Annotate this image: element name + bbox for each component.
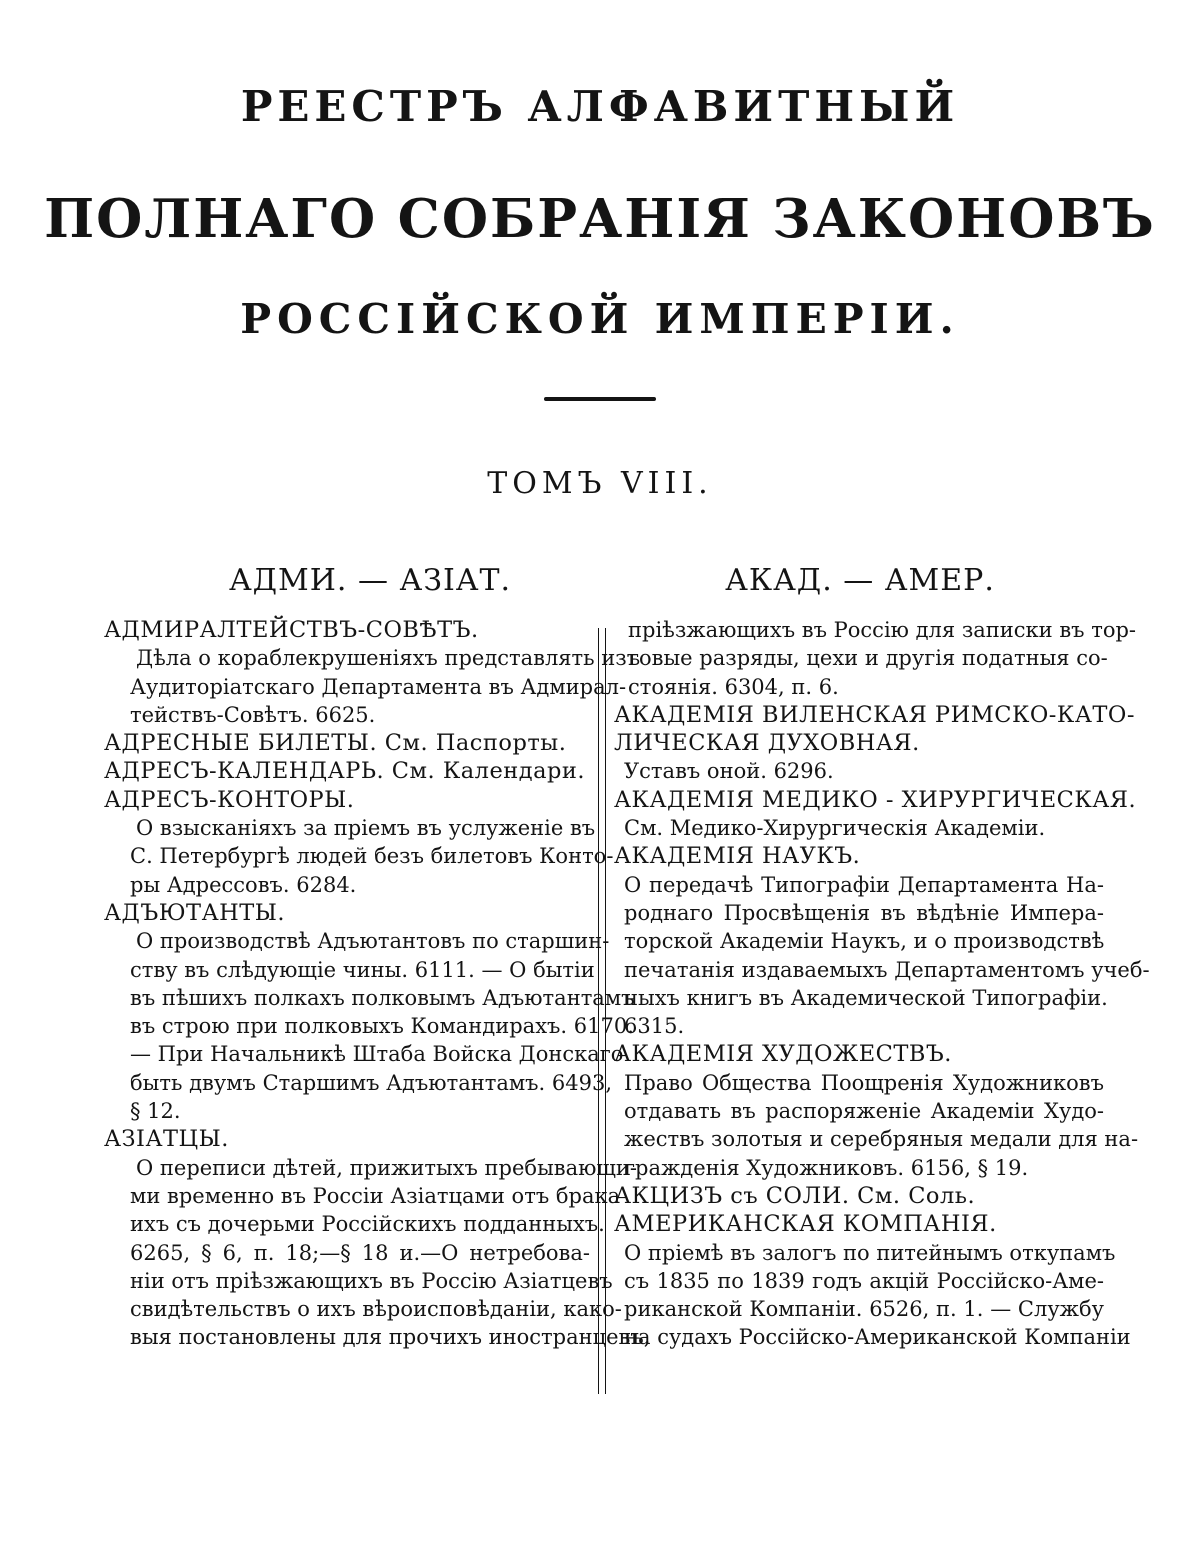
entry-text-line: Аудиторіатскаго Департамента въ Адмирал- <box>130 674 627 699</box>
entry-text-line: на судахъ Россійско-Американской Компаніи <box>624 1325 1131 1350</box>
left-column <box>104 616 651 1352</box>
entry-text-line: пріѣзжающихъ въ Россію для записки въ тор- <box>628 618 1136 642</box>
entry-text-line: О взысканіяхъ за пріемъ въ услуженіе въ <box>136 816 596 841</box>
entry-text-line: выя постановлены для прочихъ иностранцевъ, <box>130 1325 651 1350</box>
entry-text-line: Уставъ оной. 6296. <box>624 759 834 784</box>
title-rule <box>544 397 656 401</box>
entry-headword: АКЦИЗЪ съ СОЛИ. См. Соль. <box>614 1182 976 1209</box>
entry-text-line: 6265, § 6, п. 18;—§ 18 и.—О нетребова- <box>130 1240 590 1265</box>
entry-text-line: риканской Компаніи. 6526, п. 1. — Службу <box>624 1297 1104 1322</box>
entry-text-line: С. Петербургѣ людей безъ билетовъ Конто- <box>130 844 614 869</box>
entry-text-line: О пріемѣ въ залогъ по питейнымъ откупамъ <box>624 1240 1116 1265</box>
entry-text-line: свидѣтельствъ о ихъ вѣроисповѣданіи, како- <box>130 1297 622 1322</box>
collection-title: ПОЛНАГО СОБРАНІЯ ЗАКОНОВЪ <box>44 188 1156 250</box>
entry-text-line: — При Начальникѣ Штаба Войска Донскаго <box>130 1042 624 1067</box>
entry-headword: АМЕРИКАНСКАЯ КОМПАНІЯ. <box>614 1211 997 1238</box>
column-divider <box>598 628 606 1394</box>
entry-text-line: ихъ съ дочерьми Россійскихъ подданныхъ. <box>130 1212 605 1237</box>
entry-text-line: печатанія издаваемыхъ Департаментомъ учеб- <box>624 957 1150 982</box>
volume-number: ТОМЪ VIII. <box>487 466 713 501</box>
empire-title: РОССІЙСКОЙ ИМПЕРІИ. <box>240 295 960 343</box>
entry-text-line: ніи отъ пріѣзжающихъ въ Россію Азіатцевъ <box>130 1268 613 1293</box>
entry-headword: ЛИЧЕСКАЯ ДУХОВНАЯ. <box>614 730 920 757</box>
entry-text-line: жествъ золотыя и серебряныя медали для на- <box>624 1127 1139 1152</box>
entry-text-line: гражденія Художниковъ. 6156, § 19. <box>624 1155 1029 1180</box>
entry-text-line: съ 1835 по 1839 годъ акцій Россійско-Аме- <box>624 1268 1104 1293</box>
entry-text-line: въ пѣшихъ полкахъ полковымъ Адъютантамъ <box>130 985 635 1010</box>
entry-text-line: ры Адрессовъ. 6284. <box>130 872 357 897</box>
right-column-heading: АКАД. — АМЕР. <box>725 563 995 598</box>
entry-text-line: отдавать въ распоряженіе Академіи Худо- <box>624 1099 1104 1124</box>
right-column <box>614 616 1150 1352</box>
entry-text-line: ми временно въ Россіи Азіатцами отъ брака <box>130 1183 621 1208</box>
entry-text-line: Дѣла о кораблекрушеніяхъ представлять изъ <box>136 646 641 671</box>
entry-headword: АКАДЕМІЯ ХУДОЖЕСТВЪ. <box>614 1041 952 1068</box>
entry-headword: АДЪЮТАНТЫ. <box>104 899 286 926</box>
entry-headword: АКАДЕМІЯ НАУКЪ. <box>614 843 861 870</box>
entry-text-line: быть двумъ Старшимъ Адъютантамъ. 6493, <box>130 1070 613 1095</box>
register-title: РЕЕСТРЪ АЛФАВИТНЫЙ <box>240 82 960 131</box>
entry-headword: АДРЕСНЫЕ БИЛЕТЫ. См. Паспорты. <box>104 730 567 757</box>
entry-headword: АДРЕСЪ-КОНТОРЫ. <box>104 786 355 813</box>
entry-text-line: О передачѣ Типографіи Департамента На- <box>624 872 1104 897</box>
entry-text-line: стоянія. 6304, п. 6. <box>628 674 839 699</box>
left-column-heading: АДМИ. — АЗІАТ. <box>228 563 512 598</box>
entry-text-line: торской Академіи Наукъ, и о производствѣ <box>624 929 1105 954</box>
entry-text-line: § 12. <box>130 1099 181 1124</box>
entry-text-line: въ строю при полковыхъ Командирахъ. 6170. <box>130 1014 634 1039</box>
entry-text-line: О производствѣ Адъютантовъ по старшин- <box>136 929 610 954</box>
entry-text-line: О переписи дѣтей, прижитыхъ пребывающи- <box>136 1155 638 1180</box>
entry-text-line: тействъ-Совѣтъ. 6625. <box>130 702 376 727</box>
entry-text-line: роднаго Просвѣщенія въ вѣдѣніе Импера- <box>624 900 1104 925</box>
entry-headword: АКАДЕМІЯ ВИЛЕНСКАЯ РИМСКО-КАТО- <box>614 701 1135 728</box>
entry-text-line: Право Общества Поощренія Художниковъ <box>624 1070 1104 1095</box>
entry-headword: АДРЕСЪ-КАЛЕНДАРЬ. См. Календари. <box>104 758 586 785</box>
entry-text-line: См. Медико-Хирургическія Академіи. <box>624 816 1046 841</box>
entry-headword: АКАДЕМІЯ МЕДИКО - ХИРУРГИЧЕСКАЯ. <box>614 786 1137 813</box>
entry-text-line: говые разряды, цехи и другія податныя со- <box>628 646 1108 671</box>
entry-text-line: ныхъ книгъ въ Академической Типографіи. <box>624 985 1108 1010</box>
entry-text-line: 6315. <box>624 1014 685 1039</box>
entry-headword: АЗІАТЦЫ. <box>104 1126 229 1153</box>
entry-headword: АДМИРАЛТЕЙСТВЪ-СОВѢТЪ. <box>104 617 479 643</box>
entry-text-line: ству въ слѣдующіе чины. 6111. — О бытіи <box>130 957 595 982</box>
